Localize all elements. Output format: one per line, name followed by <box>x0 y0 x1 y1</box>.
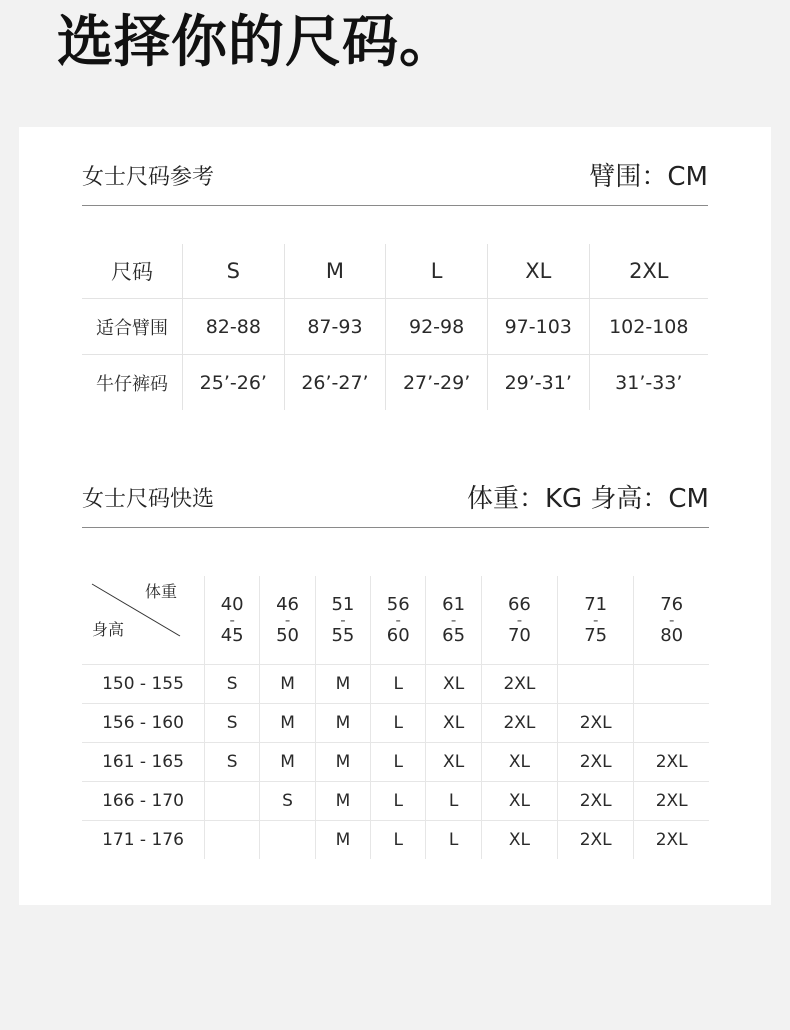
size-cell: M <box>315 704 370 743</box>
weight-dash: - <box>395 611 401 629</box>
size-cell: M <box>260 665 315 704</box>
size-cell: L <box>371 782 426 821</box>
size-guide-card <box>19 127 771 905</box>
weight-from: 71 <box>584 594 608 615</box>
table-header-cell: L <box>386 244 488 299</box>
size-cell: M <box>315 665 370 704</box>
size-cell: 2XL <box>558 782 634 821</box>
reference-header <box>82 162 708 206</box>
size-cell: L <box>371 821 426 860</box>
weight-from: 66 <box>507 594 531 615</box>
table-cell: 82-88 <box>183 299 285 355</box>
size-cell: XL <box>481 743 557 782</box>
size-cell <box>260 821 315 860</box>
table-cell: 26’-27’ <box>284 355 386 411</box>
table-cell: 87-93 <box>284 299 386 355</box>
size-cell <box>205 821 260 860</box>
weight-dash: - <box>516 611 523 629</box>
size-cell: S <box>205 665 260 704</box>
weight-from: 51 <box>331 594 355 615</box>
size-cell: 2XL <box>481 704 557 743</box>
table-cell: 29’-31’ <box>487 355 589 411</box>
size-cell: M <box>315 743 370 782</box>
size-cell <box>634 704 709 743</box>
table-header-cell: M <box>284 244 386 299</box>
size-cell: M <box>260 743 315 782</box>
weight-dash: - <box>592 611 599 629</box>
size-cell: L <box>371 704 426 743</box>
table-row <box>82 821 709 860</box>
weight-dash: - <box>229 611 235 629</box>
weight-range-cell <box>481 576 557 665</box>
reference-unit: 臂围：CM <box>589 162 708 192</box>
weight-from: 76 <box>660 594 684 615</box>
size-cell: M <box>315 782 370 821</box>
height-range-cell: 166 - 170 <box>82 782 205 821</box>
weight-range-cell <box>558 576 634 665</box>
table-row <box>82 743 709 782</box>
weight-from: 56 <box>386 594 410 615</box>
table-cell: 92-98 <box>386 299 488 355</box>
size-cell: XL <box>426 704 481 743</box>
table-cell: 25’-26’ <box>183 355 285 411</box>
weight-dash: - <box>668 611 675 629</box>
height-axis-label: 身高 <box>92 620 125 639</box>
size-cell: XL <box>481 821 557 860</box>
weight-from: 46 <box>276 594 299 615</box>
corner-cell <box>82 576 205 665</box>
weight-dash: - <box>340 611 346 629</box>
table-header-cell: 尺码 <box>111 260 153 284</box>
weight-range-cell <box>260 576 315 665</box>
height-range-cell: 161 - 165 <box>82 743 205 782</box>
table-header-cell: S <box>183 244 285 299</box>
row-label: 适合臂围 <box>82 299 183 355</box>
weight-from: 61 <box>442 594 466 615</box>
reference-header-row <box>82 244 708 299</box>
size-cell: L <box>426 782 481 821</box>
size-cell: L <box>371 665 426 704</box>
row-label: 牛仔裤码 <box>82 355 183 411</box>
size-cell: XL <box>426 743 481 782</box>
weight-to: 75 <box>584 625 608 646</box>
weight-to: 65 <box>442 625 466 646</box>
table-cell: 31’-33’ <box>589 355 708 411</box>
reference-table <box>82 244 708 410</box>
weight-dash: - <box>284 611 291 629</box>
size-cell <box>205 782 260 821</box>
page-title: 选择你的尺码。 <box>57 10 456 75</box>
size-cell: M <box>315 821 370 860</box>
weight-axis-label: 体重 <box>145 582 178 601</box>
quick-select-title: 女士尺码快选 <box>82 487 215 512</box>
size-cell: XL <box>481 782 557 821</box>
table-row <box>82 299 708 355</box>
weight-range-cell <box>205 576 260 665</box>
size-cell: 2XL <box>481 665 557 704</box>
table-row <box>82 704 709 743</box>
size-cell: L <box>371 743 426 782</box>
quick-select-unit: 体重：KG 身高：CM <box>466 484 709 514</box>
size-cell: S <box>260 782 315 821</box>
size-cell: 2XL <box>558 821 634 860</box>
weight-range-cell <box>315 576 370 665</box>
size-cell: XL <box>426 665 481 704</box>
reference-title: 女士尺码参考 <box>82 165 215 190</box>
table-row <box>82 665 709 704</box>
weight-to: 80 <box>660 625 684 646</box>
height-range-cell: 171 - 176 <box>82 821 205 860</box>
weight-to: 45 <box>220 625 244 646</box>
size-cell: 2XL <box>634 743 709 782</box>
size-cell: L <box>426 821 481 860</box>
weight-to: 70 <box>507 625 531 646</box>
size-cell <box>558 665 634 704</box>
weight-to: 55 <box>331 625 355 646</box>
weight-dash: - <box>450 611 457 629</box>
quick-select-table <box>82 576 709 859</box>
size-cell: 2XL <box>634 782 709 821</box>
table-cell: 102-108 <box>589 299 708 355</box>
size-cell: S <box>205 743 260 782</box>
size-cell: 2XL <box>558 743 634 782</box>
weight-to: 60 <box>386 625 410 646</box>
weight-header-row <box>82 576 709 665</box>
size-cell: S <box>205 704 260 743</box>
size-cell: 2XL <box>558 704 634 743</box>
table-cell: 97-103 <box>487 299 589 355</box>
quick-select-header <box>82 484 709 528</box>
size-cell <box>634 665 709 704</box>
size-cell: M <box>260 704 315 743</box>
table-row <box>82 355 708 411</box>
table-cell: 27’-29’ <box>386 355 488 411</box>
weight-range-cell <box>426 576 481 665</box>
table-header-cell: XL <box>487 244 589 299</box>
weight-to: 50 <box>276 625 299 646</box>
weight-range-cell <box>371 576 426 665</box>
weight-from: 40 <box>220 594 244 615</box>
table-row <box>82 782 709 821</box>
weight-range-cell <box>634 576 709 665</box>
size-cell: 2XL <box>634 821 709 860</box>
height-range-cell: 156 - 160 <box>82 704 205 743</box>
height-range-cell: 150 - 155 <box>82 665 205 704</box>
table-header-cell: 2XL <box>589 244 708 299</box>
